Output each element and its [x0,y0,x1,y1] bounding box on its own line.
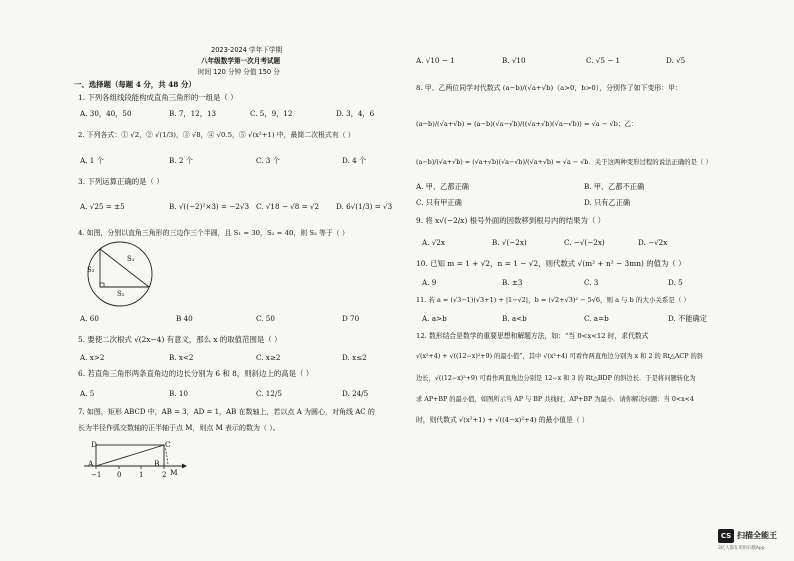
q7-label-m: M [170,468,178,477]
q8-option-d: D. 只有乙正确 [584,198,631,207]
q6-stem: 6. 若直角三角形两条直角边的边长分别为 6 和 8，则斜边上的高是（ ） [78,369,314,378]
q2-option-a: A. 1 个 [80,156,104,165]
q1-option-d: D. 3，4，6 [336,109,375,118]
q6-option-b: B. 10 [169,389,188,398]
exam-title: 八年级数学第一次月考试题 [201,57,281,65]
q2-stem: 2. 下列各式：① √2，② √(1/3)，③ √8，④ √0.5，⑤ √(x²+1) 中，最简二次根式有（ ） [78,131,355,139]
q7-label-d: D [91,440,97,449]
q8-option-b: B. 甲、乙都不正确 [584,182,645,191]
left-column [74,0,392,561]
q10-option-b: B. ±3 [502,278,523,287]
q4-label-s1: S₁ [127,255,135,263]
q8-jia: (a−b)/(√a+√b) = (a−b)(√a−√b)/((√a+√b)(√a−√b)) = √a − √b；乙： [416,120,638,128]
q3-option-a: A. √25 = ±5 [80,202,125,211]
q7-tick-label: 0 [117,471,122,479]
q11-option-d: D. 不能确定 [668,314,707,323]
q11-option-a: A. a>b [422,314,447,323]
q9-option-b: B. √(−2x) [492,238,527,247]
section-title: 一、选择题（每题 4 分，共 48 分） [74,80,196,89]
q5-option-b: B. x<2 [169,353,194,362]
q7-tick-label: 2 [162,471,167,479]
term-label: 2023-2024 学年下学期 [211,46,283,54]
cs-logo-icon: CS [718,529,734,543]
q1-option-a: A. 30，40，50 [80,109,132,118]
q11-option-b: B. a<b [502,314,527,323]
q7-label-c: C [165,440,171,449]
q3-option-b: B. √((−2)²×3) = −2√3 [169,202,250,211]
q9-stem: 9. 将 x√(−2/x) 根号外面的因数移到根号内的结果为（ ） [416,216,606,225]
q6-option-d: D. 24/5 [342,389,369,398]
q4-option-c: C. 50 [256,314,275,323]
q10-option-d: D. 5 [668,278,683,287]
q1-option-b: B. 7，12，13 [169,109,217,118]
q4-label-s3: S₃ [87,266,95,274]
q1-option-c: C. 5，9，12 [250,109,293,118]
q7-option-c: C. √5 − 1 [586,56,621,65]
q8-yi: (a−b)/(√a+√b) = (√a+√b)(√a−√b)/(√a+√b) = √a − √b．关于这两种变形过程的说法正确的是（ ） [416,158,712,166]
q4-option-d: D 70 [342,314,360,323]
q8-stem: 8. 甲、乙两位同学对代数式 (a−b)/(√a+√b)（a>0，b>0），分别作了如下变形：甲： [416,84,682,92]
right-column [414,0,736,561]
q5-option-a: A. x>2 [80,353,105,362]
q8-option-c: C. 只有甲正确 [416,198,462,207]
scanner-app-badge [718,527,788,553]
q7-label-a: A [88,459,94,468]
q7-tick-label: −1 [91,471,102,479]
q3-stem: 3. 下列运算正确的是（ ） [78,177,164,186]
q5-option-d: D. x≤2 [342,353,367,362]
q4-label-s2: S₂ [117,290,125,298]
q12-line2: √(x²+4) + √((12−x)²+9) 的最小值”，其中 √(x²+4) 可看作两直角边分别为 x 和 2 的 Rt△ACP 的斜 [416,353,704,360]
q11-option-c: C. a=b [584,314,609,323]
q2-option-c: C. 3 个 [256,156,280,165]
q11-stem: 11. 若 a = (√3−1)(√3+1) + |1−√2|，b = (√2+√3)² − 5√6，则 a 与 b 的大小关系是（ ） [416,296,690,304]
q9-option-a: A. √2x [422,238,445,247]
q3-option-d: D. 6√(1/3) = √3 [336,202,393,211]
q8-option-a: A. 甲、乙都正确 [416,182,469,191]
q6-option-c: C. 12/5 [256,389,282,398]
q5-option-c: C. x≥2 [256,353,281,362]
q6-option-a: A. 5 [80,389,95,398]
q7-label-b: B [154,459,160,468]
q10-stem: 10. 已知 m = 1 + √2，n = 1 − √2，则代数式 √(m² + n² − 3mn) 的值为（ ） [416,259,686,268]
scanner-app-name: 扫描全能王 [737,531,777,540]
q3-option-c: C. √18 − √8 = √2 [256,202,320,211]
q9-option-d: D. −√2x [638,238,668,247]
q10-option-c: C. 3 [584,278,599,287]
q7-option-a: A. √10 − 1 [416,56,455,65]
exam-meta: 时间 120 分钟 分值 150 分 [198,68,280,76]
q4-option-a: A. 60 [80,314,99,323]
q7-stem-line2: 长为半径作弧交数轴的正半轴于点 M，则点 M 表示的数为（ ）。 [78,424,280,432]
scanner-app-tagline: 3亿人都在用的扫描App [718,546,765,551]
q5-stem: 5. 要使二次根式 √(2x−4) 有意义，那么 x 的取值范围是（ ） [78,335,282,344]
q7-option-b: B. √10 [502,56,526,65]
q2-option-d: D. 4 个 [342,156,367,165]
q10-option-a: A. 9 [422,278,437,287]
q12-line1: 12. 数形结合是数学的重要思想和解题方法，如：“当 0<x<12 时，求代数式 [416,332,649,340]
q12-line3: 边长，√((12−x)²+9) 可看作两直角边分别是 12−x 和 3 的 Rt△BDP 的斜边长．于是将问题转化为 [416,375,696,382]
q12-line4: 求 AP+BP 的最小值，如图所示当 AP 与 BP 共线时，AP+BP 为最小．请你解决问题：当 0<x<4 [416,396,694,403]
q7-tick-label: 1 [139,471,144,479]
q7-stem-line1: 7. 如图，矩形 ABCD 中，AB = 3，AD = 1，AB 在数轴上，若以点 A 为圆心，对角线 AC 的 [78,408,375,416]
q4-stem: 4. 如图，分别以直角三角形的三边作三个半圆，且 S₁ = 30，S₂ = 40，则 S₃ 等于（ ） [78,229,349,237]
q1-stem: 1. 下列各组线段能构成直角三角形的一组是（ ） [78,93,238,102]
q9-option-c: C. −√(−2x) [564,238,605,247]
q4-option-b: B 40 [176,314,193,323]
q2-option-b: B. 2 个 [169,156,193,165]
q12-line5: 时，则代数式 √(x²+1) + √((4−x)²+4) 的最小值是（ ） [416,416,589,424]
q7-option-d: D. √5 [666,56,686,65]
